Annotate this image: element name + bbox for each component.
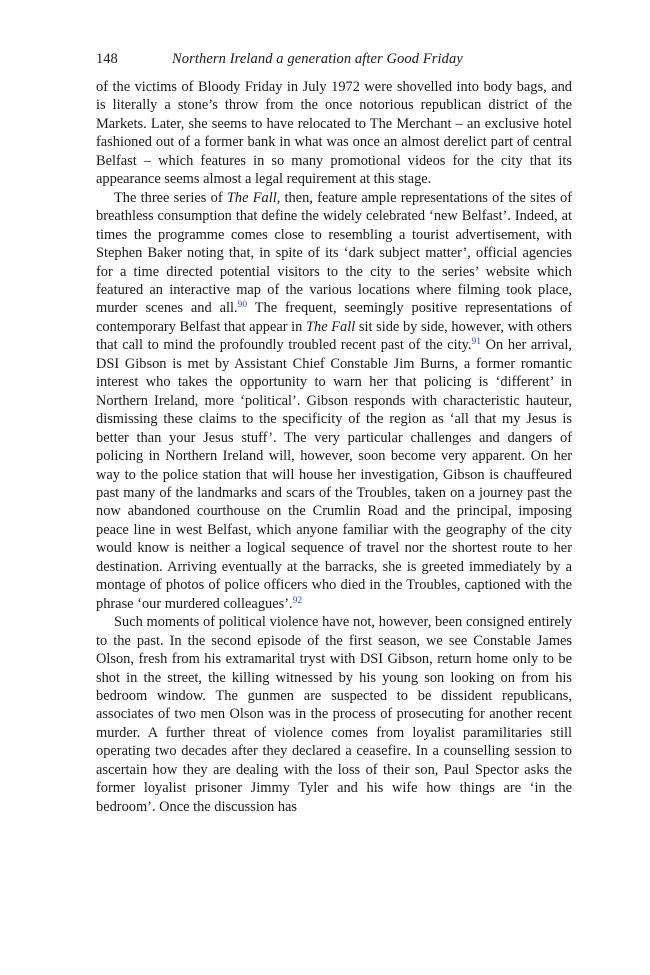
running-title: Northern Ireland a generation after Good Friday [172,51,463,67]
paragraph-text: The frequent, seemingly positive representations of contemporary Belfast that appear in [96,300,572,335]
paragraph-text: sit side by side, however, with others that call to mind the profoundly troubled recent past of the city. [96,318,572,354]
running-head [96,49,572,69]
paragraph-text: On her arrival, DSI Gibson is met by Assistant Chief Constable Jim Burns, a former romantic interest who takes the opportunity to warn her that policing is ‘different’ in Northern Ireland, more ‘political’. Gibson responds with characteristic hauteur, dismissing these claims to the specificity of the region as ‘all that my Jesus is better than your Jesus stuff’. The very particular challenges and dangers of policing in Northern Ireland will, however, soon become very apparent. On her way to the police station that will house her investigation, Gibson is chauffeured past many of the landmarks and scars of the Troubles, taken on a journey past the now abandoned courthouse on the Crumlin Road and the principal, imposing peace line in west Belfast, which anyone familiar with the geography of the city would know is neither a logical sequence of travel nor the shortest route to her destination. Arriving eventually at the barracks, she is greeted immediately by a montage of photos of police officers who died in the Troubles, captioned with the phrase ‘our murdered colleagues’. [96,337,573,612]
italic-title: The Fall [226,189,277,206]
body-text [96,78,572,816]
footnote-marker[interactable]: 90 [237,300,248,311]
paragraph [96,78,572,189]
paragraph-text: , then, feature ample representations of the sites of breathless consumption that define the widely celebrated ‘new Belfast’. Indeed, at times the programme comes close to resembling a tourist advertisement, with Stephen Baker noting that, in spite of its ‘dark subject matter’, official agencies for a time directed potential visitors to the city to the series’ website which featured an interactive map of the various locations where filming took place, murder scenes and all. [96,189,572,317]
paragraph-text: The three series of [114,189,227,206]
paragraph [96,613,572,816]
footnote-marker[interactable]: 92 [292,595,303,606]
page-number: 148 [96,51,118,67]
footnote-marker[interactable]: 91 [471,337,482,348]
paragraph-text: of the victims of Bloody Friday in July 1972 were shovelled into body bags, and is literally a stone’s throw from the once notorious republican district of the Markets. Later, she seems to have relocated to The Merchant – an exclusive hotel fashioned out of a former bank in what was once an almost derelict part of central Belfast – which features in so many promotional videos for the city that its appearance seems almost a legal requirement at this stage. [96,79,572,188]
paragraph [96,189,572,613]
italic-title: The Fall [306,318,356,335]
paragraph-text: Such moments of political violence have not, however, been consigned entirely to the past. In the second episode of the first season, we see Constable James Olson, fresh from his extramarital tryst with DSI Gibson, return home only to be shot in the street, the killing witnessed by his young son looking on from his bedroom window. The gunmen are suspected to be dissident republicans, associates of two men Olson was in the process of prosecuting for another recent murder. A further threat of violence comes from loyalist paramilitaries still operating two decades after they declared a ceasefire. In a counselling session to ascertain how they are dealing with the loss of their son, Paul Spector asks the former loyalist prisoner Jimmy Tyler and his wife how things are ‘in the bedroom’. Once the discussion has [96,614,572,815]
